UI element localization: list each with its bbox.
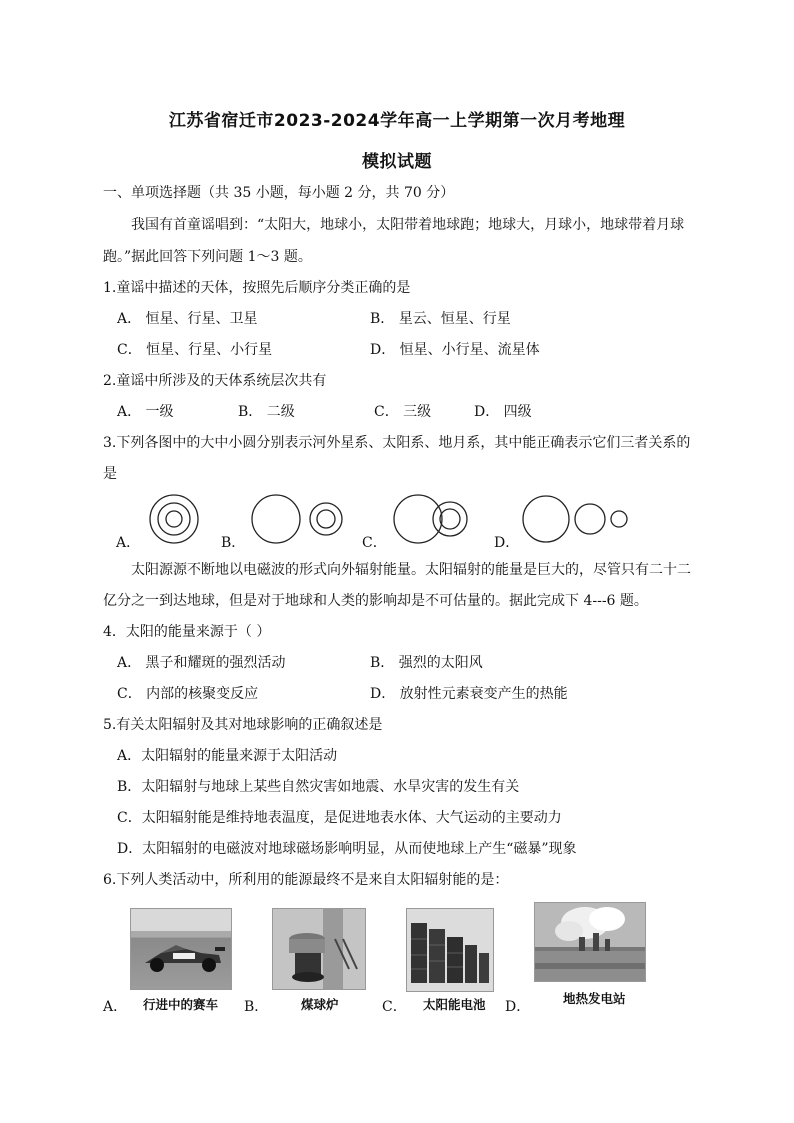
q5-option-d: D．太阳辐射的电磁波对地球磁场影响明显，从而使地球上产生“磁暴”现象 [117, 841, 577, 857]
diagram-b [252, 495, 342, 543]
q5-option-a: A．太阳辐射的能量来源于太阳活动 [117, 748, 338, 764]
q6-caption-c: 太阳能电池 [423, 997, 486, 1012]
diagram-d [523, 496, 627, 542]
q2-option-d: D． 四级 [474, 404, 532, 420]
q1-option-d: D． 恒星、小行星、流星体 [370, 342, 540, 358]
medium-circle [158, 503, 190, 535]
passage2-line1: 太阳源源不断地以电磁波的形式向外辐射能量。太阳辐射的能量是巨大的，尽管只有二十二 [131, 562, 691, 578]
q1-option-a: A． 恒星、行星、卫星 [117, 311, 258, 327]
q3-option-d: D． [494, 535, 520, 551]
q3-option-a: A． [116, 535, 141, 551]
passage2-line2: 亿分之一到达地球，但是对于地球和人类的影响却是不可估量的。据此完成下 4---6 题。 [103, 593, 648, 609]
geothermal-station-photo [534, 902, 646, 982]
geothermal-station-image [535, 903, 645, 981]
q2-option-a: A． 一级 [117, 404, 174, 420]
page-title: 江苏省宿迁市2023-2024学年高一上学期第一次月考地理 [168, 111, 626, 131]
small-circle [166, 511, 182, 527]
q6-stem: 6.下列人类活动中，所利用的能源最终不是来自太阳辐射能的是： [103, 872, 509, 888]
q2-option-c: C． 三级 [374, 404, 432, 420]
q4-option-b: B． 强烈的太阳风 [370, 655, 483, 671]
race-car-photo [130, 908, 232, 990]
large-circle [394, 495, 442, 543]
q6-caption-a: 行进中的赛车 [143, 997, 219, 1012]
page-subtitle: 模拟试题 [362, 152, 432, 172]
large-circle [150, 495, 198, 543]
q2-option-b: B． 二级 [238, 404, 295, 420]
q4-option-a: A． 黑子和耀斑的强烈活动 [117, 655, 286, 671]
q6-option-a: A． [103, 999, 128, 1015]
diagram-c [394, 495, 467, 543]
coal-stove-image [273, 909, 365, 989]
passage1-line2: 跑。”据此回答下列问题 1～3 题。 [103, 249, 312, 265]
small-circle [317, 510, 335, 528]
q6-option-c: C． [382, 999, 407, 1015]
coal-stove-photo [272, 908, 366, 990]
medium-circle [575, 504, 605, 534]
q3-option-b: B． [221, 535, 246, 551]
q1-stem: 1.童谣中描述的天体，按照先后顺序分类正确的是 [103, 280, 411, 296]
q6-option-b: B． [244, 999, 269, 1015]
q2-stem: 2.童谣中所涉及的天体系统层次共有 [103, 373, 327, 389]
q4-option-c: C． 内部的核聚变反应 [117, 686, 259, 702]
passage1-line1: 我国有首童谣唱到：“太阳大，地球小，太阳带着地球跑；地球大，月球小，地球带着月球 [131, 217, 685, 233]
large-circle [252, 495, 300, 543]
q6-option-d: D． [505, 999, 531, 1015]
q6-caption-b: 煤球炉 [301, 997, 339, 1012]
medium-circle [310, 503, 342, 535]
solar-panel-image [407, 909, 493, 991]
q4-stem: 4．太阳的能量来源于（ ） [103, 624, 271, 640]
q5-option-b: B．太阳辐射与地球上某些自然灾害如地震、水旱灾害的发生有关 [117, 779, 520, 795]
small-circle [611, 511, 627, 527]
q4-option-d: D． 放射性元素衰变产生的热能 [370, 686, 568, 702]
race-car-image [131, 909, 231, 989]
large-circle [523, 496, 569, 542]
q5-stem: 5.有关太阳辐射及其对地球影响的正确叙述是 [103, 717, 383, 733]
q6-caption-d: 地热发电站 [563, 991, 626, 1006]
section-heading: 一、单项选择题（共 35 小题，每小题 2 分，共 70 分） [103, 185, 455, 201]
q1-option-b: B． 星云、恒星、行星 [370, 311, 511, 327]
q3-option-c: C． [362, 535, 387, 551]
q5-option-c: C．太阳辐射能是维持地表温度，是促进地表水体、大气运动的主要动力 [117, 810, 562, 826]
medium-circle [433, 502, 467, 536]
q1-option-c: C． 恒星、行星、小行星 [117, 342, 273, 358]
q3-stem-line1: 3.下列各图中的大中小圆分别表示河外星系、太阳系、地月系，其中能正确表示它们三者关系的 [103, 435, 691, 451]
diagram-a [150, 495, 198, 543]
solar-panel-photo [406, 908, 494, 992]
q3-stem-line2: 是 [103, 466, 117, 482]
small-circle [440, 509, 460, 529]
